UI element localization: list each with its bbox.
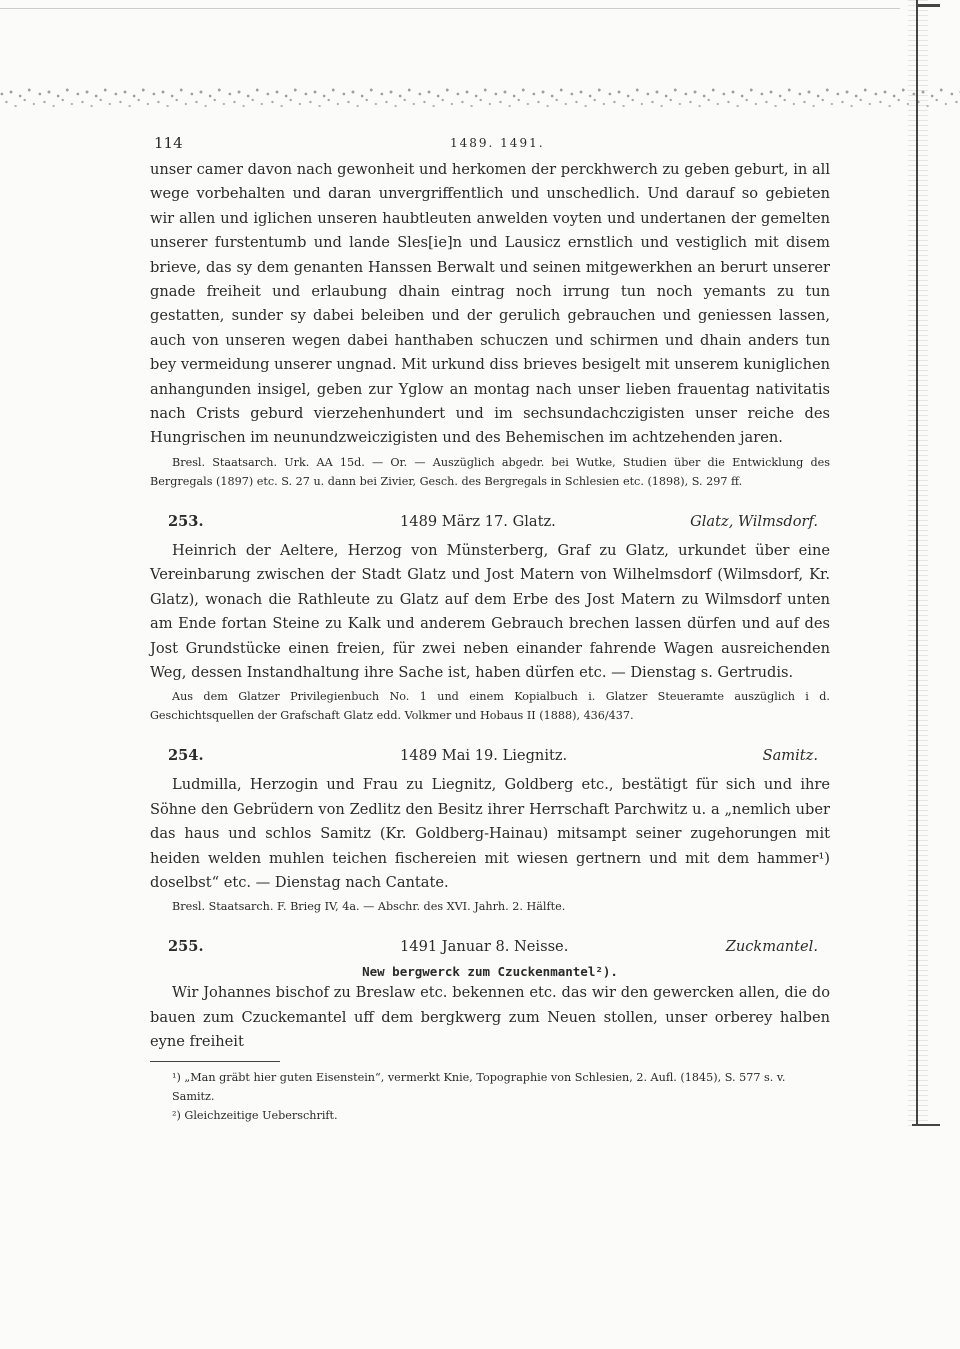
running-head-years: 1489. 1491. (450, 136, 545, 150)
entry-text: Ludmilla, Herzogin und Frau zu Liegnitz, Goldberg etc., bestätigt für sich und ihre Söhne den Gebrüdern von Zedlitz den Besitz ihrer Herrschaft Parchwitz u. a „nemlich uber das haus und schlos Samitz (Kr. Goldberg-Hainau) mitsampt seiner zugehorungen mit heiden welden muhlen teichen fischereien mit wiesen gertnern und mit dem hammer¹) doselbst“ etc. — Dienstag nach Cantate. (150, 776, 830, 891)
scan-corner-mark-top (916, 4, 940, 7)
entry-254 (150, 747, 830, 916)
entry-date: 1491 Januar 8. Neisse. (400, 938, 569, 956)
scan-right-edge-shadow (908, 0, 928, 1130)
scan-speckle-band (0, 78, 960, 118)
entry-place: Glatz, Wilmsdorf. (690, 512, 818, 530)
entry-date: 1489 Mai 19. Liegnitz. (400, 747, 568, 765)
entry-number: 253. (168, 512, 204, 530)
entry-header (150, 513, 830, 539)
scan-right-edge-bar (916, 0, 918, 1125)
footnote-1: ¹) „Man gräbt hier guten Eisenstein“, vermerkt Knie, Topographie von Schlesien, 2. Aufl. (1845), S. 577 s. v. Samitz. (172, 1070, 786, 1103)
entry-255 (150, 938, 830, 1054)
entry-date: 1489 März 17. Glatz. (400, 512, 556, 530)
entry-253 (150, 513, 830, 725)
scan-top-rule (0, 8, 900, 9)
scan-corner-mark-bottom (912, 1124, 940, 1126)
entry-text: Wir Johannes bischof zu Breslaw etc. bekennen etc. das wir den gewercken allen, die do bauen zum Czuckemantel uff dem bergkwerg zum Neuen stollen, unser orberey halben eyne freiheit (150, 984, 830, 1051)
footnote-2: ²) Gleichzeitige Ueberschrift. (172, 1108, 338, 1122)
entry-text: Heinrich der Aeltere, Herzog von Münsterberg, Graf zu Glatz, urkundet über eine Vereinbarung zwischen der Stadt Glatz und Jost Matern von Wilhelmsdorf (Wilmsdorf, Kr. Glatz), wonach die Rathleute zu Glatz auf dem Erbe des Jost Matern zu Wilmsdorf unten am Ende fortan Steine zu Kalk und anderem Gebrauch brechen lassen dürfen und auf des Jost Grundstücke einen freien, für zwei neben einander fahrende Wagen ausreichenden Weg, dessen Instandhaltung ihre Sache ist, haben dürfen etc. — Dienstag s. Gertrudis. (150, 541, 830, 681)
entry-source: Bresl. Staatsarch. F. Brieg IV, 4a. — Abschr. des XVI. Jahrh. 2. Hälfte. (172, 900, 566, 914)
continuation-text: unser camer davon nach gewonheit und herkomen der perckhwerch zu geben geburt, in all wege vorbehalten und daran unvergriffentlich und unschedlich. Und darauf so gebieten wir allen und iglichen unseren haubtleuten anwelden voyten und undertanen der gemelten unserer furstentumb und lande Sles[ie]n und Lausicz ernstlich und vestiglich mit disem brieve, das sy dem genanten Hanssen Berwalt und seinen mitgewerkhen an berurt unserer gnade freiheit und erlaubung dhain eintrag noch irrung tun noch yemants zu tun gestatten, sunder sy dabei beleiben und der gerulich gebrauchen und geniessen lassen, auch von unseren wegen dabei hanthaben schuczen und schirmen und dhain anders tun bey vermeidung unserer ungnad. Mit urkund diss brieves besigelt mit unserem kuniglichen anhangunden insigel, geben zur Yglow an montag nach unser lieben frauentag nativitatis nach Crists geburd vierzehenhundert und im sechsundachczigisten unser reiche des Hungrischen im neunundzweiczigisten und des Behemischen im achtzehenden jaren. (150, 161, 830, 447)
document-page (150, 128, 830, 1125)
entry-header (150, 938, 830, 964)
footnote-rule (150, 1061, 280, 1062)
entry-place: Zuckmantel. (725, 938, 818, 956)
entry-header (150, 747, 830, 773)
entry-place: Samitz. (762, 747, 818, 765)
running-head (150, 128, 830, 158)
entry-number: 255. (168, 938, 204, 956)
entry-subtitle: New bergwerck zum Czuckenmantel²). (362, 964, 618, 980)
continuation-source: Bresl. Staatsarch. Urk. AA 15d. — Or. — Auszüglich abgedr. bei Wutke, Studien über die Entwicklung des Bergregals (1897) etc. S. 27 u. dann bei Zivier, Gesch. des Bergregals in Schlesien etc. (1898), S. 297 ff. (150, 455, 830, 488)
entry-source: Aus dem Glatzer Privilegienbuch No. 1 und einem Kopialbuch i. Glatzer Steueramte auszüglich i d. Geschichtsquellen der Grafschaft Glatz edd. Volkmer und Hobaus II (1888), 436/437. (150, 690, 830, 723)
page-number: 114 (154, 134, 183, 152)
entry-number: 254. (168, 747, 204, 765)
